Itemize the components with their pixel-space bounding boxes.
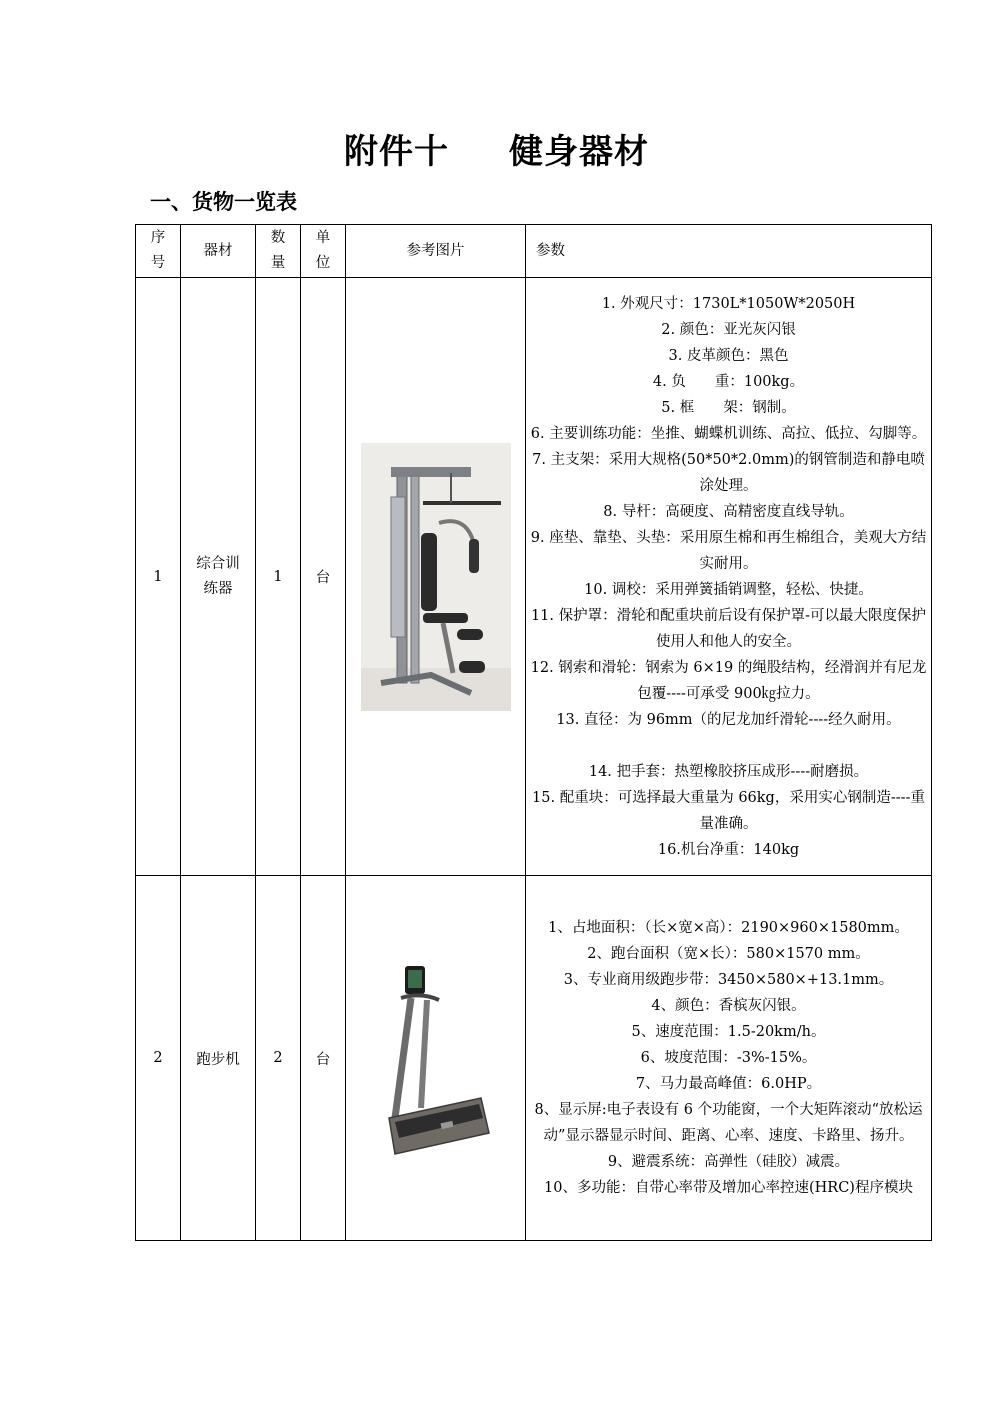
header-reference-image: 参考图片 xyxy=(346,225,526,278)
multi-gym-icon xyxy=(361,443,511,711)
header-parameters: 参数 xyxy=(526,225,932,278)
header-quantity: 数量 xyxy=(256,225,301,278)
cell-equipment: 跑步机 xyxy=(181,876,256,1241)
page-title xyxy=(0,124,993,173)
header-unit: 单位 xyxy=(301,225,346,278)
cell-parameters xyxy=(526,876,932,1241)
cell-unit: 台 xyxy=(301,278,346,876)
cell-index: 2 xyxy=(136,876,181,1241)
param-line: 6. 主要训练功能：坐推、蝴蝶机训练、高拉、低拉、勾脚等。 xyxy=(530,425,927,442)
param-line: 3、专业商用级跑步带：3450×580×+13.1mm。 xyxy=(563,972,894,988)
param-line: 6、坡度范围：-3%-15%。 xyxy=(640,1050,817,1066)
cell-parameters xyxy=(526,278,932,876)
cell-index: 1 xyxy=(136,278,181,876)
param-line: 8、显示屏:电子表设有 6 个功能窗，一个大矩阵滚动“放松运动”显示器显示时间、距离、心率、速度、卡路里、扬升。 xyxy=(534,1102,923,1144)
param-line: 12. 钢索和滑轮：钢索为 6×19 的绳股结构，经滑润并有尼龙包覆----可承受 900㎏拉力。 xyxy=(530,659,927,702)
param-line: 13. 直径：为 96mm（的尼龙加纤滑轮----经久耐用。 xyxy=(556,711,901,728)
param-line: 2. 颜色：亚光灰闪银 xyxy=(661,321,796,338)
cell-equipment: 综合训练器 xyxy=(181,278,256,876)
param-line: 1. 外观尺寸：1730L*1050W*2050H xyxy=(601,295,856,312)
param-line-blank xyxy=(526,733,931,759)
param-line: 14. 把手套：热塑橡胶挤压成形----耐磨损。 xyxy=(588,763,869,780)
param-line: 4、颜色：香槟灰闪银。 xyxy=(651,998,806,1014)
cell-quantity: 1 xyxy=(256,278,301,876)
param-line: 5、速度范围：1.5-20km/h。 xyxy=(631,1024,826,1040)
param-line: 1、占地面积：（长×宽×高）：2190×960×1580mm。 xyxy=(548,920,909,936)
param-line: 16.机台净重：140kg xyxy=(657,841,800,858)
param-line: 11. 保护罩：滑轮和配重块前后设有保护罩-可以最大限度保护使用人和他人的安全。 xyxy=(530,607,927,650)
param-line: 15. 配重块：可选择最大重量为 66kg，采用实心钢制造----重量准确。 xyxy=(532,789,925,832)
title-part-2: 健身器材 xyxy=(509,132,649,172)
param-line: 10、多功能：自带心率带及增加心率控速(HRC)程序模块 xyxy=(544,1180,913,1196)
cell-reference-image xyxy=(346,278,526,876)
param-line: 10. 调校：采用弹簧插销调整，轻松、快捷。 xyxy=(584,581,873,598)
param-line: 7、马力最高峰值：6.0HP。 xyxy=(635,1076,822,1092)
param-line: 3. 皮革颜色：黑色 xyxy=(668,347,789,364)
goods-table xyxy=(135,224,932,1241)
table-row xyxy=(136,876,932,1241)
param-line: 5. 框 架：钢制。 xyxy=(661,399,796,416)
title-part-1: 附件十 xyxy=(344,132,449,172)
cell-reference-image xyxy=(346,876,526,1241)
treadmill-icon xyxy=(381,958,491,1158)
param-line: 8. 导杆：高硬度、高精密度直线导轨。 xyxy=(603,503,854,520)
cell-quantity: 2 xyxy=(256,876,301,1241)
param-line: 2、跑台面积（宽×长）：580×1570 mm。 xyxy=(587,946,870,962)
param-line: 4. 负 重：100kg。 xyxy=(652,373,805,390)
param-line: 7. 主支架：采用大规格(50*50*2.0mm)的钢管制造和静电喷涂处理。 xyxy=(532,451,925,494)
param-line: 9、避震系统：高弹性（硅胶）减震。 xyxy=(607,1154,850,1170)
header-index: 序号 xyxy=(136,225,181,278)
cell-unit: 台 xyxy=(301,876,346,1241)
section-heading: 一、货物一览表 xyxy=(150,189,297,214)
header-equipment: 器材 xyxy=(181,225,256,278)
param-line: 9. 座垫、靠垫、头垫：采用原生棉和再生棉组合，美观大方结实耐用。 xyxy=(530,529,927,572)
table-row xyxy=(136,278,932,876)
table-header-row xyxy=(136,225,932,278)
